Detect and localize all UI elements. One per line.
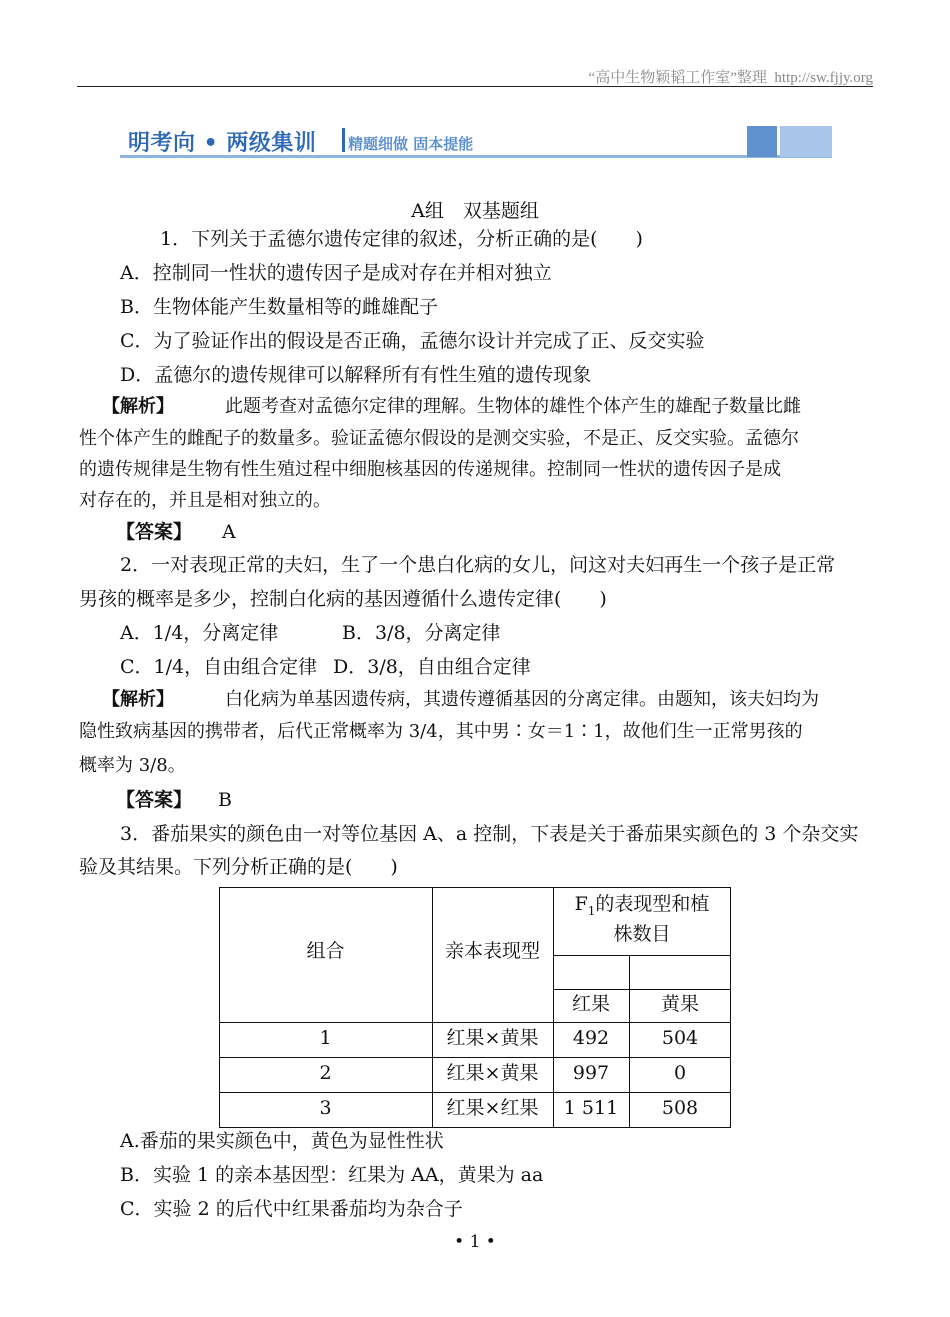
table-cell-parent: 红果×黄果 [446, 1062, 539, 1084]
q3-stem-line-2: 验及其结果。下列分析正确的是( ) [79, 856, 398, 878]
q1-option-a: A．控制同一性状的遗传因子是成对存在并相对独立 [120, 262, 552, 284]
banner-block-light [780, 126, 832, 157]
table-cell-yellow: 0 [673, 1062, 687, 1084]
q1-option-c: C．为了验证作出的假设是否正确，孟德尔设计并完成了正、反交实验 [120, 330, 705, 352]
q1-analysis-line-3: 的遗传规律是生物有性生殖过程中细胞核基因的传递规律。控制同一性状的遗传因子是成 [79, 459, 781, 480]
q2-answer-label: 【答案】 [116, 789, 193, 811]
q1-analysis-line-2: 性个体产生的雌配子的数量多。验证孟德尔假设的是测交实验，不是正、反交实验。孟德尔 [79, 428, 799, 449]
table-rule-row1 [219, 1057, 731, 1058]
banner-block-dark [747, 126, 777, 157]
q2-option-a: A．1/4，分离定律 [120, 622, 279, 644]
table-cell-yellow: 504 [661, 1027, 699, 1049]
table-header-parent: 亲本表现型 [444, 940, 540, 962]
q2-option-c: C．1/4，自由组合定律 [120, 656, 318, 678]
section-banner [120, 124, 832, 160]
q1-analysis-line-4: 对存在的，并且是相对独立的。 [79, 490, 331, 511]
table-header-yellow: 黄果 [660, 993, 699, 1015]
q3-option-a: A.番茄的果实颜色中，黄色为显性性状 [120, 1130, 444, 1152]
table-cell-group: 2 [319, 1062, 332, 1084]
table-cell-parent: 红果×黄果 [446, 1027, 539, 1049]
q3-stem-line-1: 3．番茄果实的颜色由一对等位基因 A、a 控制，下表是关于番茄果实颜色的 3 个杂交实 [120, 823, 859, 845]
q1-analysis-line-1: 此题考查对孟德尔定律的理解。生物体的雄性个体产生的雄配子数量比雌 [225, 396, 801, 417]
table-cell-group: 1 [319, 1027, 332, 1049]
table-rule-row2 [219, 1092, 731, 1093]
table-cell-parent: 红果×红果 [446, 1097, 539, 1119]
table-header-red: 红果 [571, 993, 610, 1015]
q2-analysis-line-1: 白化病为单基因遗传病，其遗传遵循基因的分离定律。由题知，该夫妇均为 [225, 689, 819, 710]
section-title: A组 双基题组 [411, 200, 539, 222]
page-header [589, 66, 873, 87]
table-cell-group: 3 [319, 1097, 332, 1119]
header-source: “高中生物颖韬工作室”整理 [588, 70, 767, 86]
table-cell-red: 997 [572, 1062, 610, 1084]
results-table [219, 887, 731, 1128]
q2-option-d: D．3/8，自由组合定律 [333, 656, 531, 678]
q1-option-d: D．孟德尔的遗传规律可以解释所有有性生殖的遗传现象 [120, 364, 592, 386]
q3-option-c: C．实验 2 的后代中红果番茄均为杂合子 [120, 1198, 463, 1220]
q2-analysis-line-3: 概率为 3/8。 [79, 755, 186, 776]
q1-answer-label: 【答案】 [116, 521, 193, 543]
q2-option-b: B．3/8，分离定律 [342, 622, 501, 644]
header-url[interactable]: http://sw.fjjy.org [774, 70, 873, 86]
table-header-f1-c: 株数目 [613, 922, 671, 945]
table-header-f1-a: F [574, 893, 588, 915]
q1-analysis-label: 【解析】 [102, 396, 174, 417]
q1-option-b: B．生物体能产生数量相等的雌雄配子 [120, 296, 438, 318]
banner-separator [342, 128, 345, 152]
header-rule [77, 86, 873, 87]
table-header-f1 [553, 890, 731, 948]
table-cell-red: 492 [572, 1027, 610, 1049]
table-rule-f1-sub [553, 955, 731, 956]
banner-title: 明考向 • 两级集训 [128, 131, 317, 156]
table-cell-yellow: 508 [661, 1097, 699, 1119]
table-border-left [219, 887, 220, 1128]
page-number: • 1 • [454, 1232, 496, 1252]
table-rule-col1 [432, 887, 433, 1128]
q1-answer: A [222, 521, 236, 543]
q2-stem-line-1: 2．一对表现正常的夫妇，生了一个患白化病的女儿，问这对夫妇再生一个孩子是正常 [120, 554, 836, 576]
banner-subtitle: 精题细做 固本提能 [348, 135, 474, 153]
table-border-bottom [219, 1127, 731, 1128]
q2-analysis-line-2: 隐性致病基因的携带者，后代正常概率为 3/4，其中男∶女＝1∶1，故他们生一正常男孩的 [79, 721, 803, 742]
q2-stem-line-2: 男孩的概率是多少，控制白化病的基因遵循什么遗传定律( ) [79, 588, 607, 610]
q3-option-b: B．实验 1 的亲本基因型：红果为 AA，黄果为 aa [120, 1164, 544, 1186]
table-header-f1-sub: 1 [587, 903, 596, 918]
table-header-group: 组合 [306, 940, 345, 962]
table-rule-header [219, 1022, 731, 1023]
q2-analysis-label: 【解析】 [102, 689, 174, 710]
table-border-top [219, 887, 731, 888]
q2-answer: B [218, 789, 232, 811]
table-header-f1-b: 的表现型和植 [595, 893, 710, 915]
table-cell-red: 1 511 [563, 1097, 619, 1119]
q1-stem: 1．下列关于孟德尔遗传定律的叙述，分析正确的是( ) [160, 228, 643, 250]
